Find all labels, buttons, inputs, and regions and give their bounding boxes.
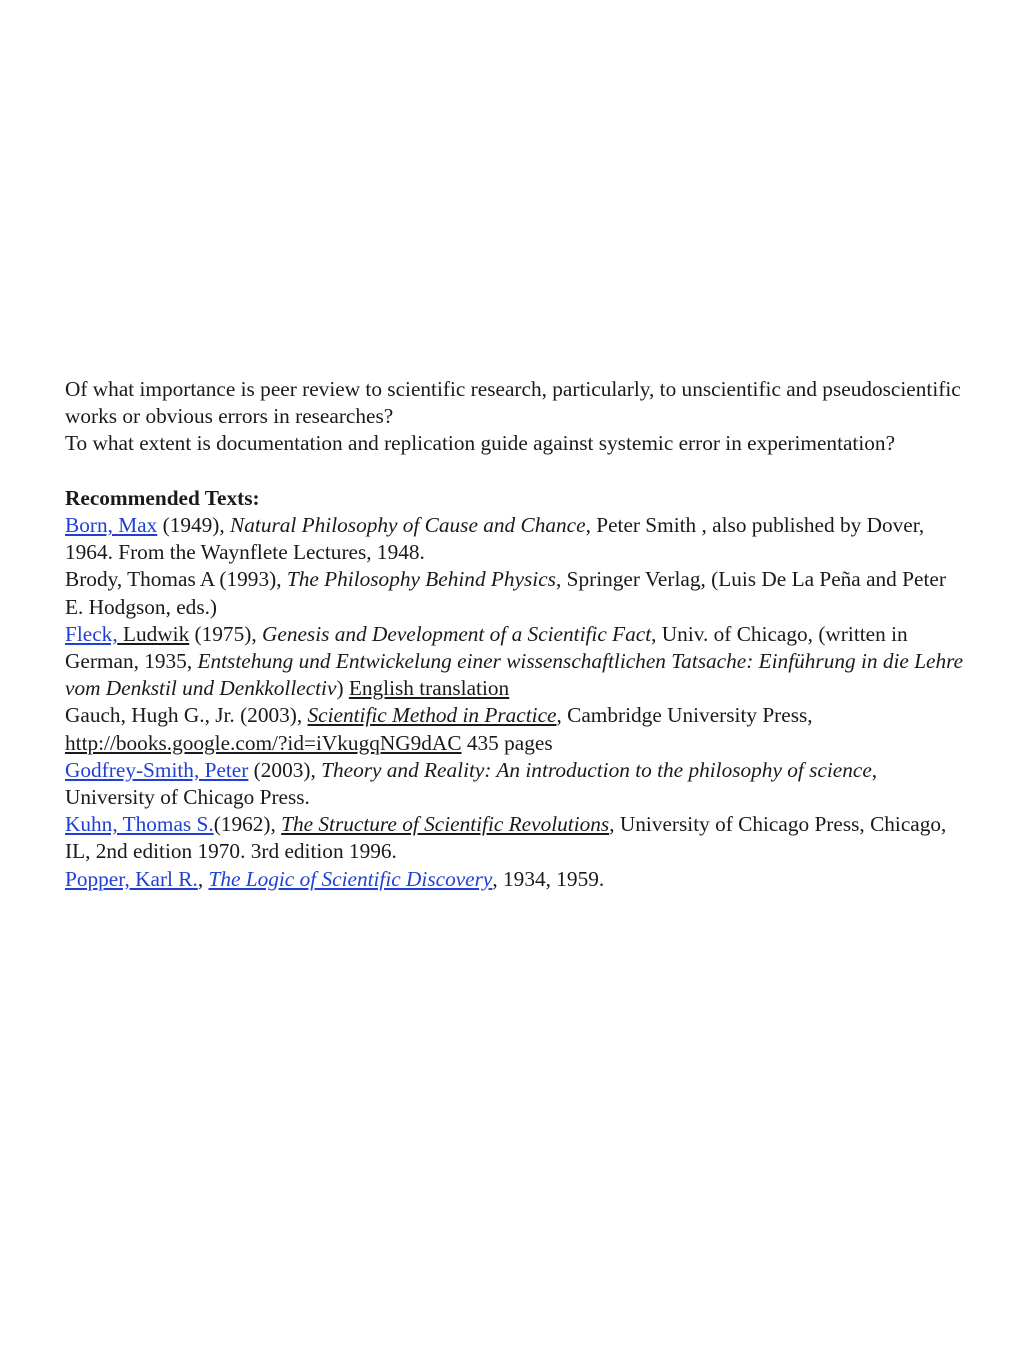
reference-popper-sep: , — [197, 866, 209, 891]
reference-godfrey-title: Theory and Reality: An introduction to the philosophy of science — [321, 757, 872, 782]
reference-godfrey-smith — [65, 757, 965, 811]
reference-kuhn-title: The Structure of Scientific Revolutions — [281, 812, 610, 837]
reference-fleck-close: ) — [336, 676, 349, 701]
reference-popper-rest: , 1934, 1959. — [492, 866, 605, 891]
english-translation-link[interactable]: English translation — [348, 676, 510, 701]
reference-born-year: (1949), — [157, 513, 231, 537]
reference-fleck-mid: , Univ. of Chicago, (written in German, 1935, — [65, 621, 908, 674]
reference-kuhn-year: (1962), — [213, 812, 282, 837]
recommended-texts-heading: Recommended Texts: — [65, 485, 260, 510]
author-link-kuhn[interactable]: Kuhn, Thomas S. — [65, 812, 214, 837]
reference-brody — [65, 566, 965, 620]
google-books-url-link[interactable]: http://books.google.com/?id=iVkugqNG9dAC — [65, 730, 462, 755]
reference-kuhn — [65, 811, 965, 865]
reference-brody-author: Brody, Thomas A (1993), — [65, 567, 287, 592]
reference-born-title: Natural Philosophy of Cause and Chance — [230, 513, 586, 537]
reference-brody-title: The Philosophy Behind Physics — [286, 567, 556, 592]
reference-gauch-publisher: , Cambridge University Press, — [556, 703, 813, 728]
reference-gauch-pages: 435 pages — [461, 730, 553, 755]
author-link-popper[interactable]: Popper, Karl R. — [65, 866, 198, 891]
reference-fleck — [65, 621, 965, 703]
reference-fleck-german-title: Entstehung und Entwickelung einer wissenschaftlichen Tatsache: Einführung in die Lehre vom Denkstil und Denkkollectiv — [65, 649, 964, 701]
reference-gauch-title: Scientific Method in Practice — [307, 703, 557, 728]
reference-fleck-year: (1975), — [189, 621, 262, 646]
reference-brody-rest: , Springer Verlag, (Luis De La Peña and Peter E. Hodgson, eds.) — [65, 567, 946, 619]
reference-gauch-author: Gauch, Hugh G., Jr. (2003), — [65, 703, 308, 728]
title-link-kuhn[interactable] — [281, 812, 609, 836]
question-peer-review-text: Of what importance is peer review to scientific research, particularly, to unscientific and pseudoscientific works or obvious errors in researches? — [65, 377, 961, 429]
title-link-gauch[interactable] — [308, 703, 557, 727]
question-documentation-text: To what extent is documentation and replication guide against systemic error in experimentation? — [65, 431, 896, 456]
question-peer-review — [65, 376, 965, 430]
reference-popper — [65, 866, 965, 893]
reference-popper-title: The Logic of Scientific Discovery — [208, 866, 493, 891]
reference-fleck-title: Genesis and Development of a Scientific Fact — [261, 621, 652, 646]
question-documentation — [65, 430, 965, 457]
author-link-fleck[interactable]: Fleck, — [65, 621, 118, 646]
reference-godfrey-rest: , University of Chicago Press. — [65, 757, 878, 810]
reference-kuhn-rest: , University of Chicago Press, Chicago, IL, 2nd edition 1970. 3rd edition 1996. — [65, 812, 947, 864]
author-name-fleck[interactable]: Ludwik — [117, 621, 190, 646]
author-link-godfrey-smith[interactable]: Godfrey-Smith, Peter — [65, 757, 249, 782]
document-body — [65, 376, 965, 893]
reference-gauch — [65, 702, 965, 756]
author-link-born[interactable]: Born, Max — [65, 513, 158, 537]
reference-godfrey-year: (2003), — [248, 757, 322, 782]
reference-born — [65, 512, 965, 566]
title-link-popper[interactable] — [208, 867, 492, 891]
blank-line — [65, 458, 965, 485]
reference-born-rest: , Peter Smith , also published by Dover, 1964. From the Waynflete Lectures, 1948. — [65, 513, 925, 565]
